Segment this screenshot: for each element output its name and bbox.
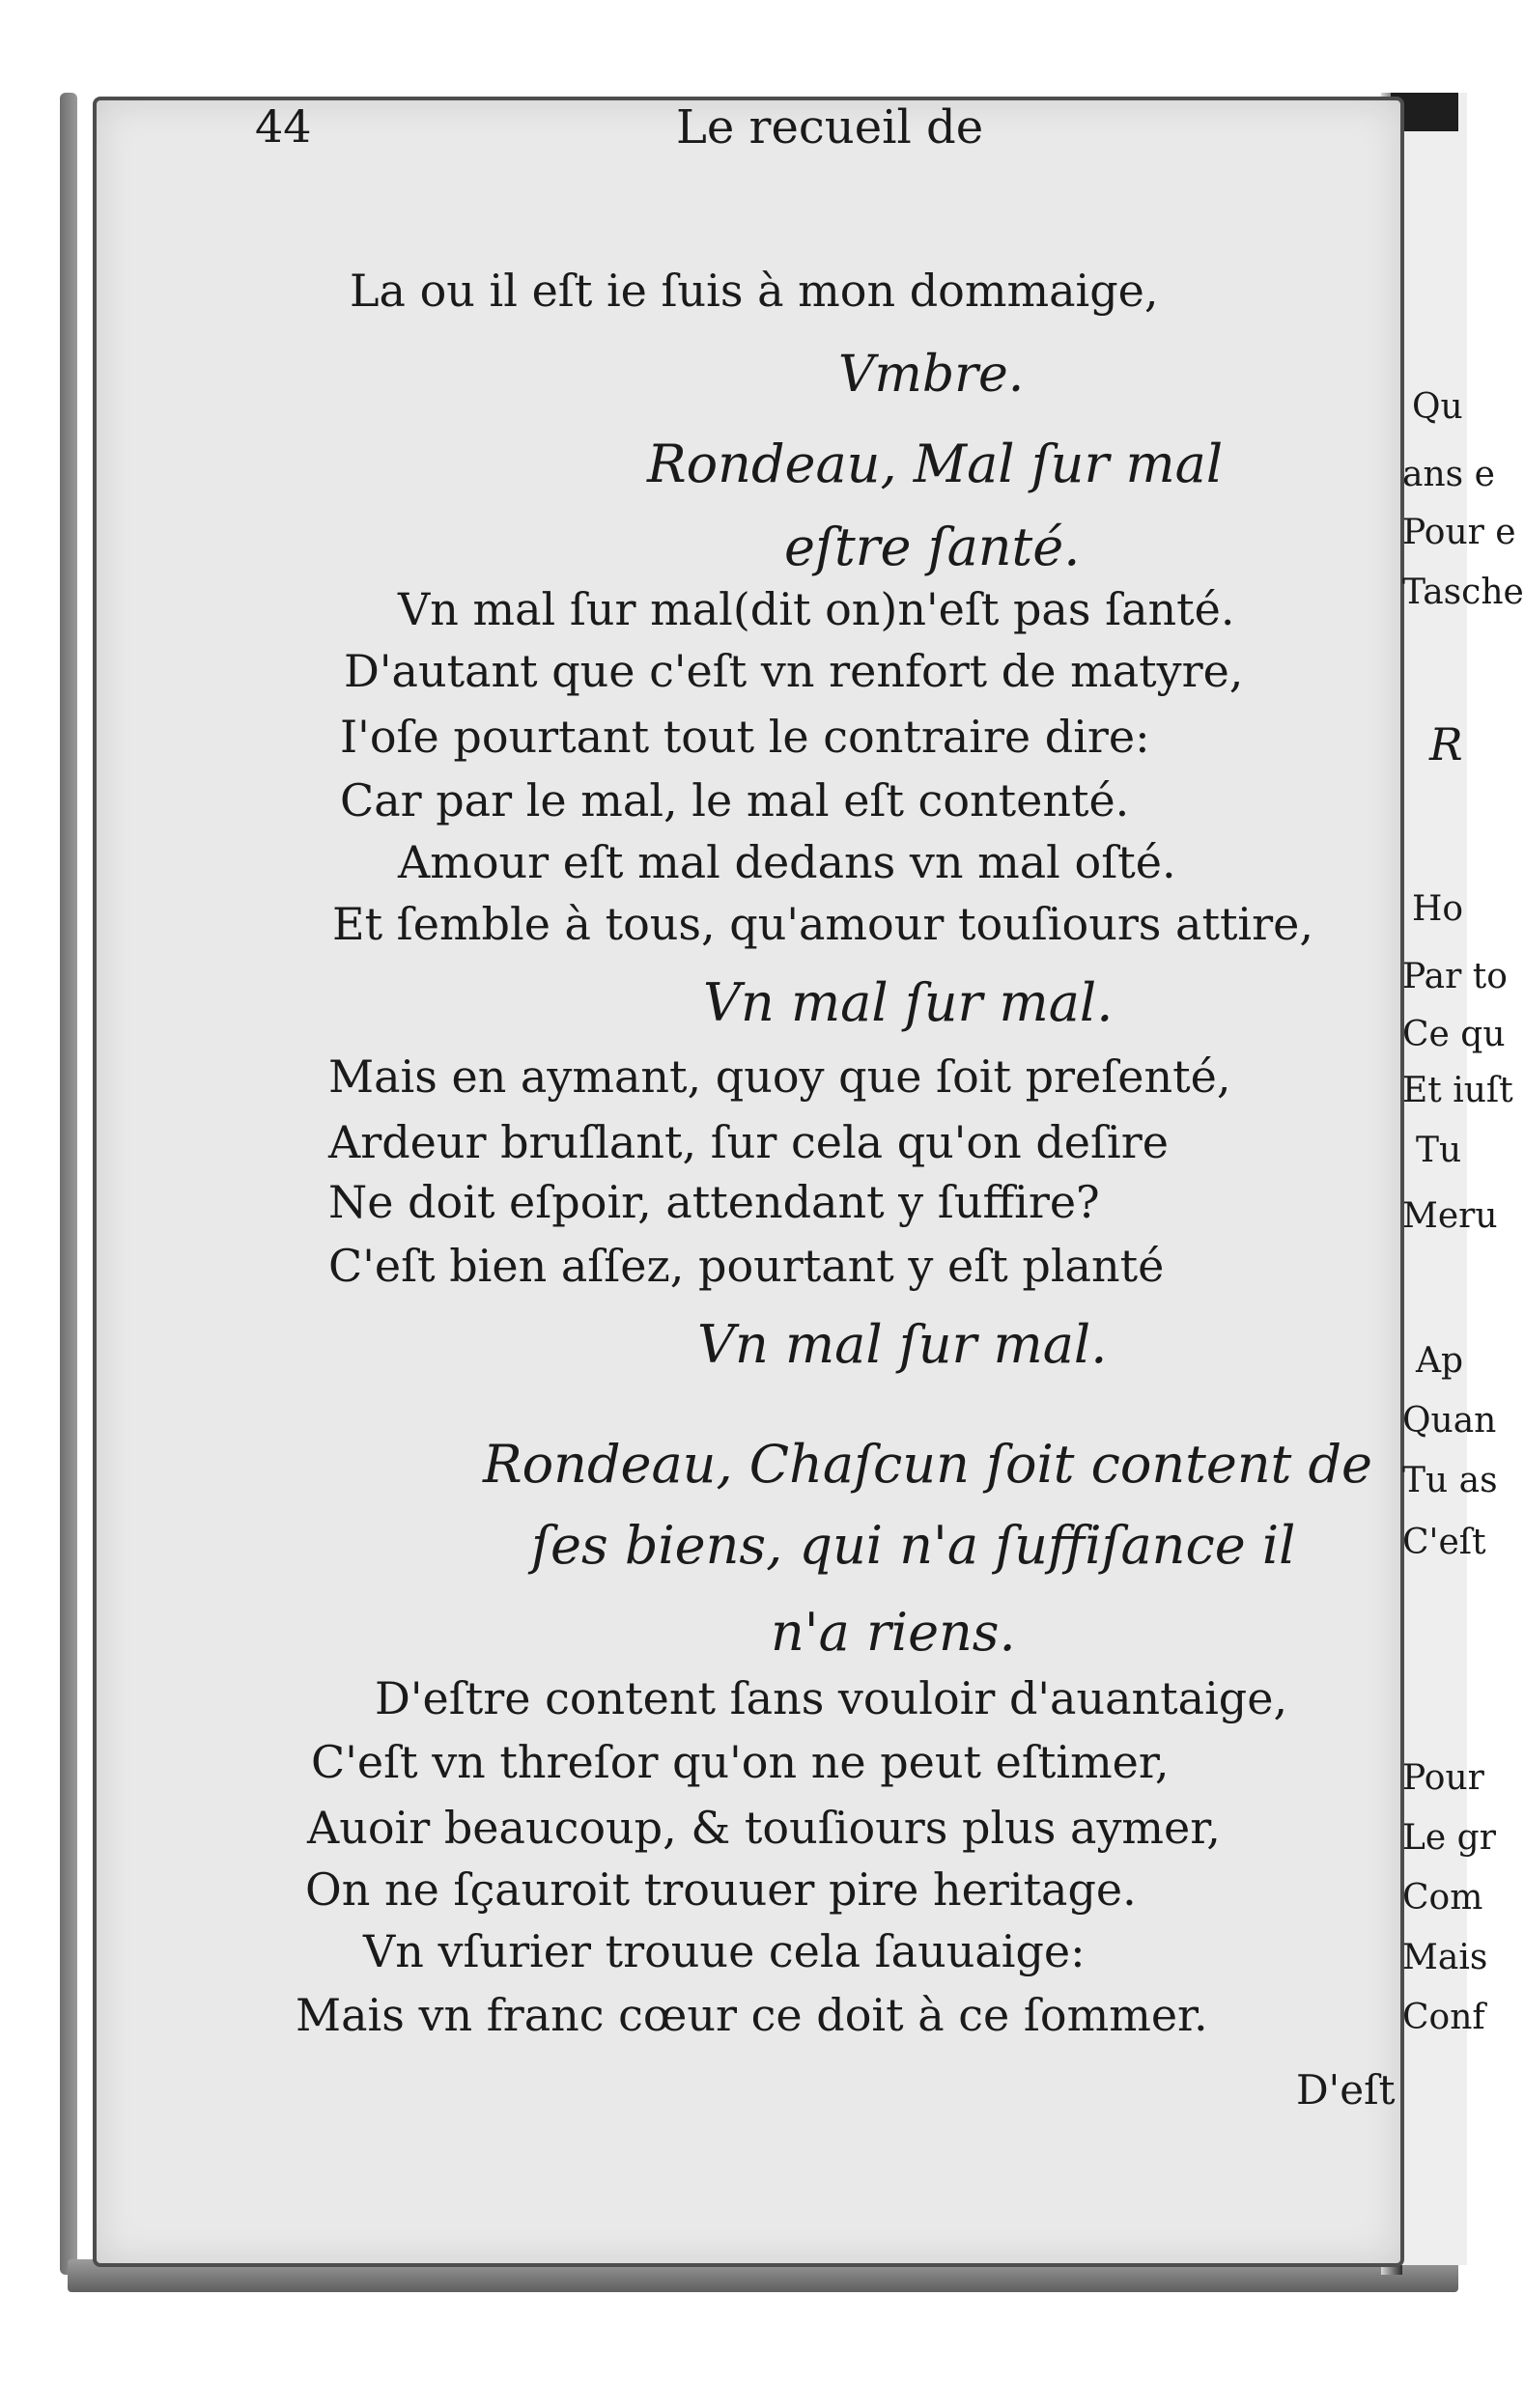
facing-page-fragment: Qu	[1412, 387, 1463, 427]
facing-page-fragment: Com	[1402, 1878, 1483, 1918]
facing-page-fragment: Meru	[1402, 1196, 1498, 1236]
poem-line: Vn vſurier trouue cela ſauuaige:	[363, 1925, 1086, 1977]
rondeau-title: ſes biens, qui n'a ſuffiſance il	[531, 1515, 1296, 1576]
poem-line: Et ſemble à tous, qu'amour touſiours attire,	[332, 898, 1313, 950]
running-title: Le recueil de	[676, 100, 984, 154]
facing-page-fragment: Conf	[1402, 1998, 1485, 2037]
facing-page-fragment: Et iuſt	[1402, 1071, 1513, 1110]
poem-line: Auoir beaucoup, & touſiours plus aymer,	[307, 1802, 1221, 1854]
facing-page-fragment: Par to	[1402, 957, 1508, 996]
poem-line: D'autant que c'eſt vn renfort de matyre,	[344, 645, 1244, 697]
facing-page-fragment: Quan	[1402, 1401, 1497, 1441]
poem-line: Ardeur bruſlant, ſur cela qu'on deſire	[328, 1116, 1169, 1168]
poem-line: Amour eſt mal dedans vn mal oſté.	[398, 836, 1176, 888]
poem-line: Car par le mal, le mal eſt contenté.	[340, 774, 1130, 826]
book-cover-edge-left	[60, 93, 77, 2275]
poem-line: Mais en aymant, quoy que ſoit preſenté,	[328, 1050, 1231, 1103]
rondeau-title: Rondeau, Chaſcun ſoit content de	[483, 1434, 1373, 1495]
poem-line: C'eſt vn threſor qu'on ne peut eſtimer,	[311, 1736, 1170, 1788]
facing-page-fragment: Ap	[1416, 1341, 1464, 1381]
refrain: Vn mal ſur mal.	[697, 1314, 1108, 1375]
poem-line: I'oſe pourtant tout le contraire dire:	[340, 711, 1150, 763]
facing-page-fragment: Ho	[1412, 889, 1464, 929]
facing-page-fragment: Tu as	[1402, 1461, 1498, 1500]
facing-page-fragment: Le gr	[1402, 1818, 1496, 1858]
facing-page-fragment: ans e	[1402, 455, 1495, 494]
rondeau-title: Rondeau, Mal ſur mal	[647, 434, 1224, 494]
facing-page-fragment: Pour	[1402, 1758, 1484, 1798]
facing-page-fragment: Tu	[1416, 1131, 1462, 1170]
poem-line: Mais vn franc cœur ce doit à ce ſommer.	[296, 1989, 1208, 2041]
rondeau-title: n'a riens.	[771, 1602, 1016, 1663]
facing-page-fragment: Ce qu	[1402, 1015, 1506, 1054]
facing-page-fragment: Tasche	[1402, 573, 1524, 612]
facing-page-fragment: Pour e	[1402, 513, 1516, 552]
facing-page-fragment: C'eſt	[1402, 1523, 1486, 1562]
facing-page-fragment: Mais	[1402, 1938, 1488, 1977]
signature: Vmbre.	[838, 346, 1025, 404]
poem-line: D'eſtre content ſans vouloir d'auantaige,	[375, 1672, 1288, 1724]
poem-line: Vn mal ſur mal(dit on)n'eſt pas ſanté.	[398, 583, 1235, 635]
poem-line: C'eſt bien aſſez, pourtant y eſt planté	[328, 1240, 1165, 1292]
rondeau-title: eſtre ſanté.	[784, 517, 1081, 577]
refrain: Vn mal ſur mal.	[703, 972, 1114, 1033]
catchword: D'eſt	[1296, 2066, 1396, 2114]
poem-line: La ou il eſt ie ſuis à mon dommaige,	[350, 265, 1159, 317]
poem-line: Ne doit eſpoir, attendant y ſuffire?	[328, 1176, 1100, 1228]
page-number: 44	[255, 100, 312, 153]
poem-line: On ne ſçauroit trouuer pire heritage.	[305, 1863, 1137, 1916]
facing-page-fragment: R	[1429, 718, 1463, 770]
